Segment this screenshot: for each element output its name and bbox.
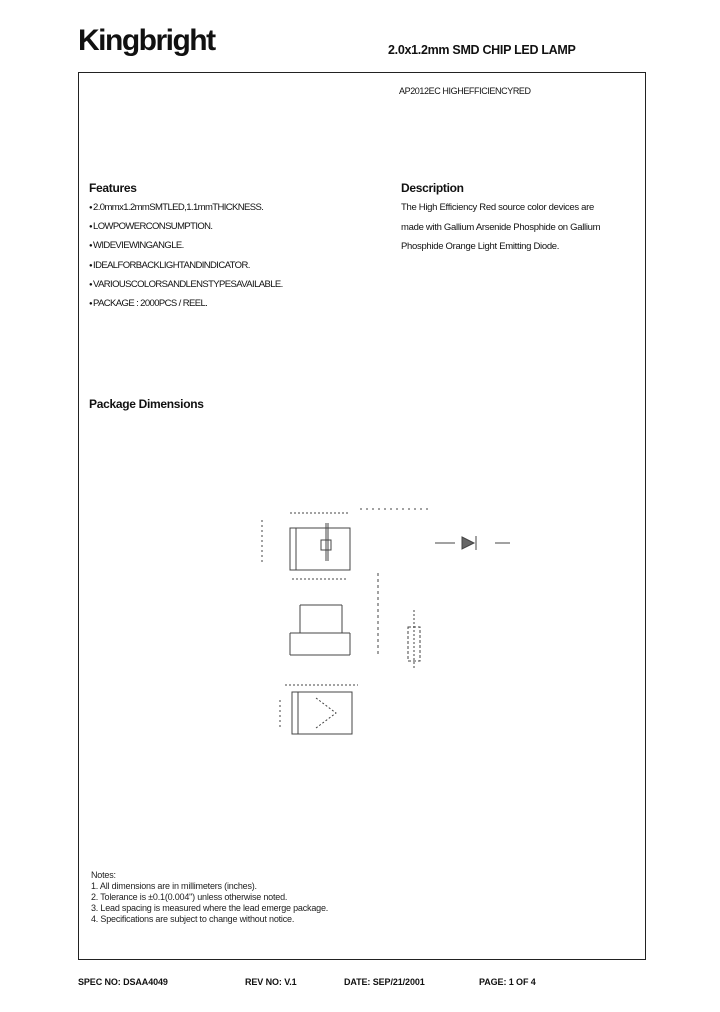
package-dimensions-heading: Package Dimensions <box>89 397 204 411</box>
description-text <box>401 202 621 261</box>
feature-item: ● VARIOUSCOLORSANDLENSTYPESAVAILABLE. <box>89 279 283 298</box>
note-item: 3. Lead spacing is measured where the lead emerge package. <box>91 903 329 913</box>
part-number: AP2012EC HIGHEFFICIENCYRED <box>399 86 531 96</box>
features-heading: Features <box>89 181 137 195</box>
description-heading: Description <box>401 181 464 195</box>
description-line: made with Gallium Arsenide Phosphide on Gallium <box>401 221 601 233</box>
brand-logo: Kingbright <box>78 24 215 57</box>
notes-block <box>91 870 328 925</box>
document-title: 2.0x1.2mm SMD CHIP LED LAMP <box>388 43 576 57</box>
feature-item: ● 2.0mmx1.2mmSMTLED,1.1mmTHICKNESS. <box>89 202 283 221</box>
description-line: Phosphide Orange Light Emitting Diode. <box>401 241 560 253</box>
features-list <box>89 202 283 317</box>
side-view-outline <box>290 573 378 657</box>
feature-item: ● LOWPOWERCONSUMPTION. <box>89 221 283 240</box>
top-view-outline <box>262 513 350 570</box>
description-line: The High Efficiency Red source color devices are <box>401 202 594 213</box>
polarity-symbol <box>360 509 510 550</box>
feature-item: ● IDEALFORBACKLIGHTANDINDICATOR. <box>89 260 283 279</box>
feature-item: ● PACKAGE : 2000PCS / REEL. <box>89 298 283 317</box>
notes-heading: Notes: <box>91 870 116 880</box>
package-dimension-drawing <box>250 495 530 745</box>
spec-number: SPEC NO: DSAA4049 <box>78 977 168 987</box>
note-item: 1. All dimensions are in millimeters (inches). <box>91 881 257 891</box>
document-date: DATE: SEP/21/2001 <box>344 977 425 987</box>
end-view-outline <box>408 610 420 670</box>
note-item: 2. Tolerance is ±0.1(0.004") unless otherwise noted. <box>91 892 288 902</box>
bottom-view-outline <box>280 685 358 734</box>
note-item: 4. Specifications are subject to change without notice. <box>91 914 295 924</box>
revision-number: REV NO: V.1 <box>245 977 297 987</box>
feature-item: ● WIDEVIEWINGANGLE. <box>89 240 283 259</box>
page-number: PAGE: 1 OF 4 <box>479 977 536 987</box>
